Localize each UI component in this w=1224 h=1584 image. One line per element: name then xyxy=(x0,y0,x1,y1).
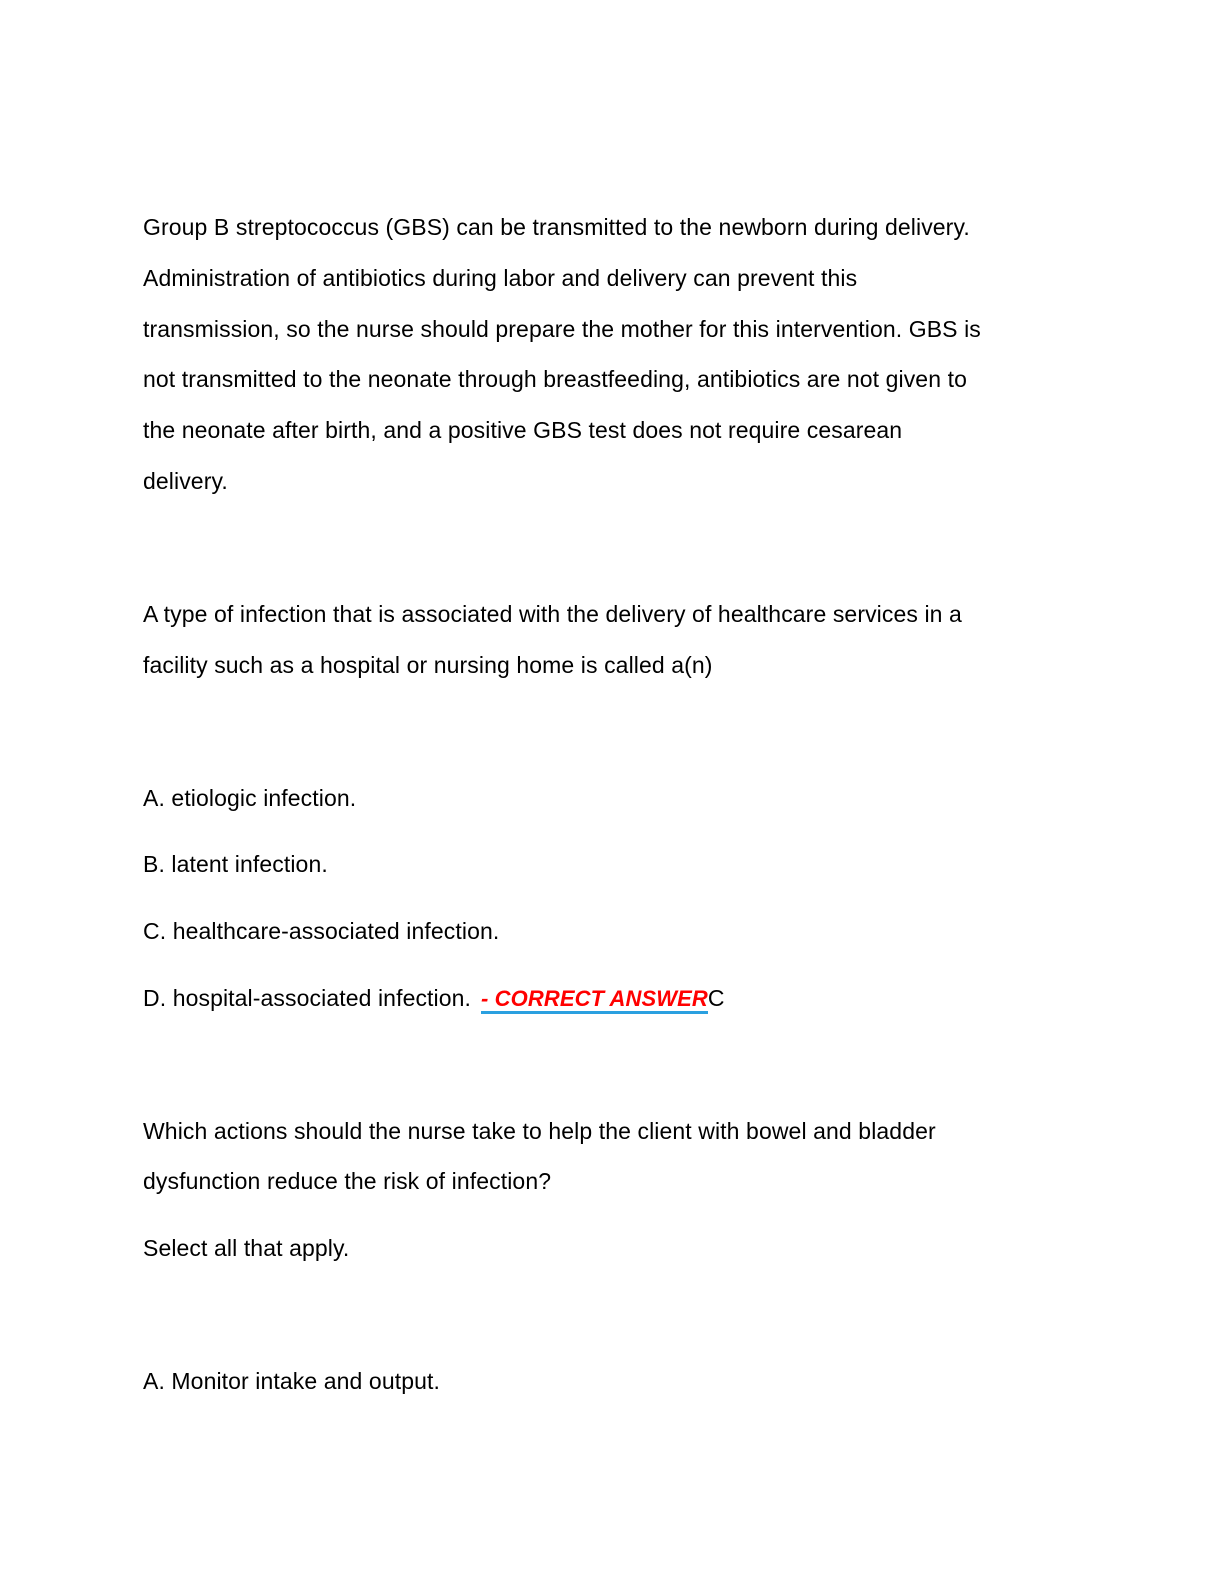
option-b: B. latent infection. xyxy=(143,851,328,877)
question-stem-line: A type of infection that is associated with the delivery of healthcare services in a xyxy=(143,601,962,627)
option-a: A. Monitor intake and output. xyxy=(143,1368,440,1394)
option-d-row xyxy=(143,983,725,1014)
explanation-line: Administration of antibiotics during labor and delivery can prevent this xyxy=(143,265,858,291)
question-stem-line: Which actions should the nurse take to help the client with bowel and bladder xyxy=(143,1118,936,1144)
explanation-line: delivery. xyxy=(143,468,228,494)
correct-answer-letter: C xyxy=(707,985,725,1011)
option-c: C. healthcare-associated infection. xyxy=(143,918,500,944)
option-a: A. etiologic infection. xyxy=(143,785,357,811)
question-stem-line: facility such as a hospital or nursing home is called a(n) xyxy=(143,652,713,678)
explanation-line: transmission, so the nurse should prepare the mother for this intervention. GBS is xyxy=(143,316,981,342)
correct-answer-tag: - CORRECT ANSWER xyxy=(481,986,708,1014)
explanation-line: not transmitted to the neonate through breastfeeding, antibiotics are not given to xyxy=(143,366,967,392)
explanation-line: Group B streptococcus (GBS) can be transmitted to the newborn during delivery. xyxy=(143,214,970,240)
select-all-instruction: Select all that apply. xyxy=(143,1235,350,1261)
option-d: D. hospital-associated infection. xyxy=(143,985,472,1011)
explanation-line: the neonate after birth, and a positive GBS test does not require cesarean xyxy=(143,417,903,443)
question-stem-line: dysfunction reduce the risk of infection? xyxy=(143,1168,552,1194)
